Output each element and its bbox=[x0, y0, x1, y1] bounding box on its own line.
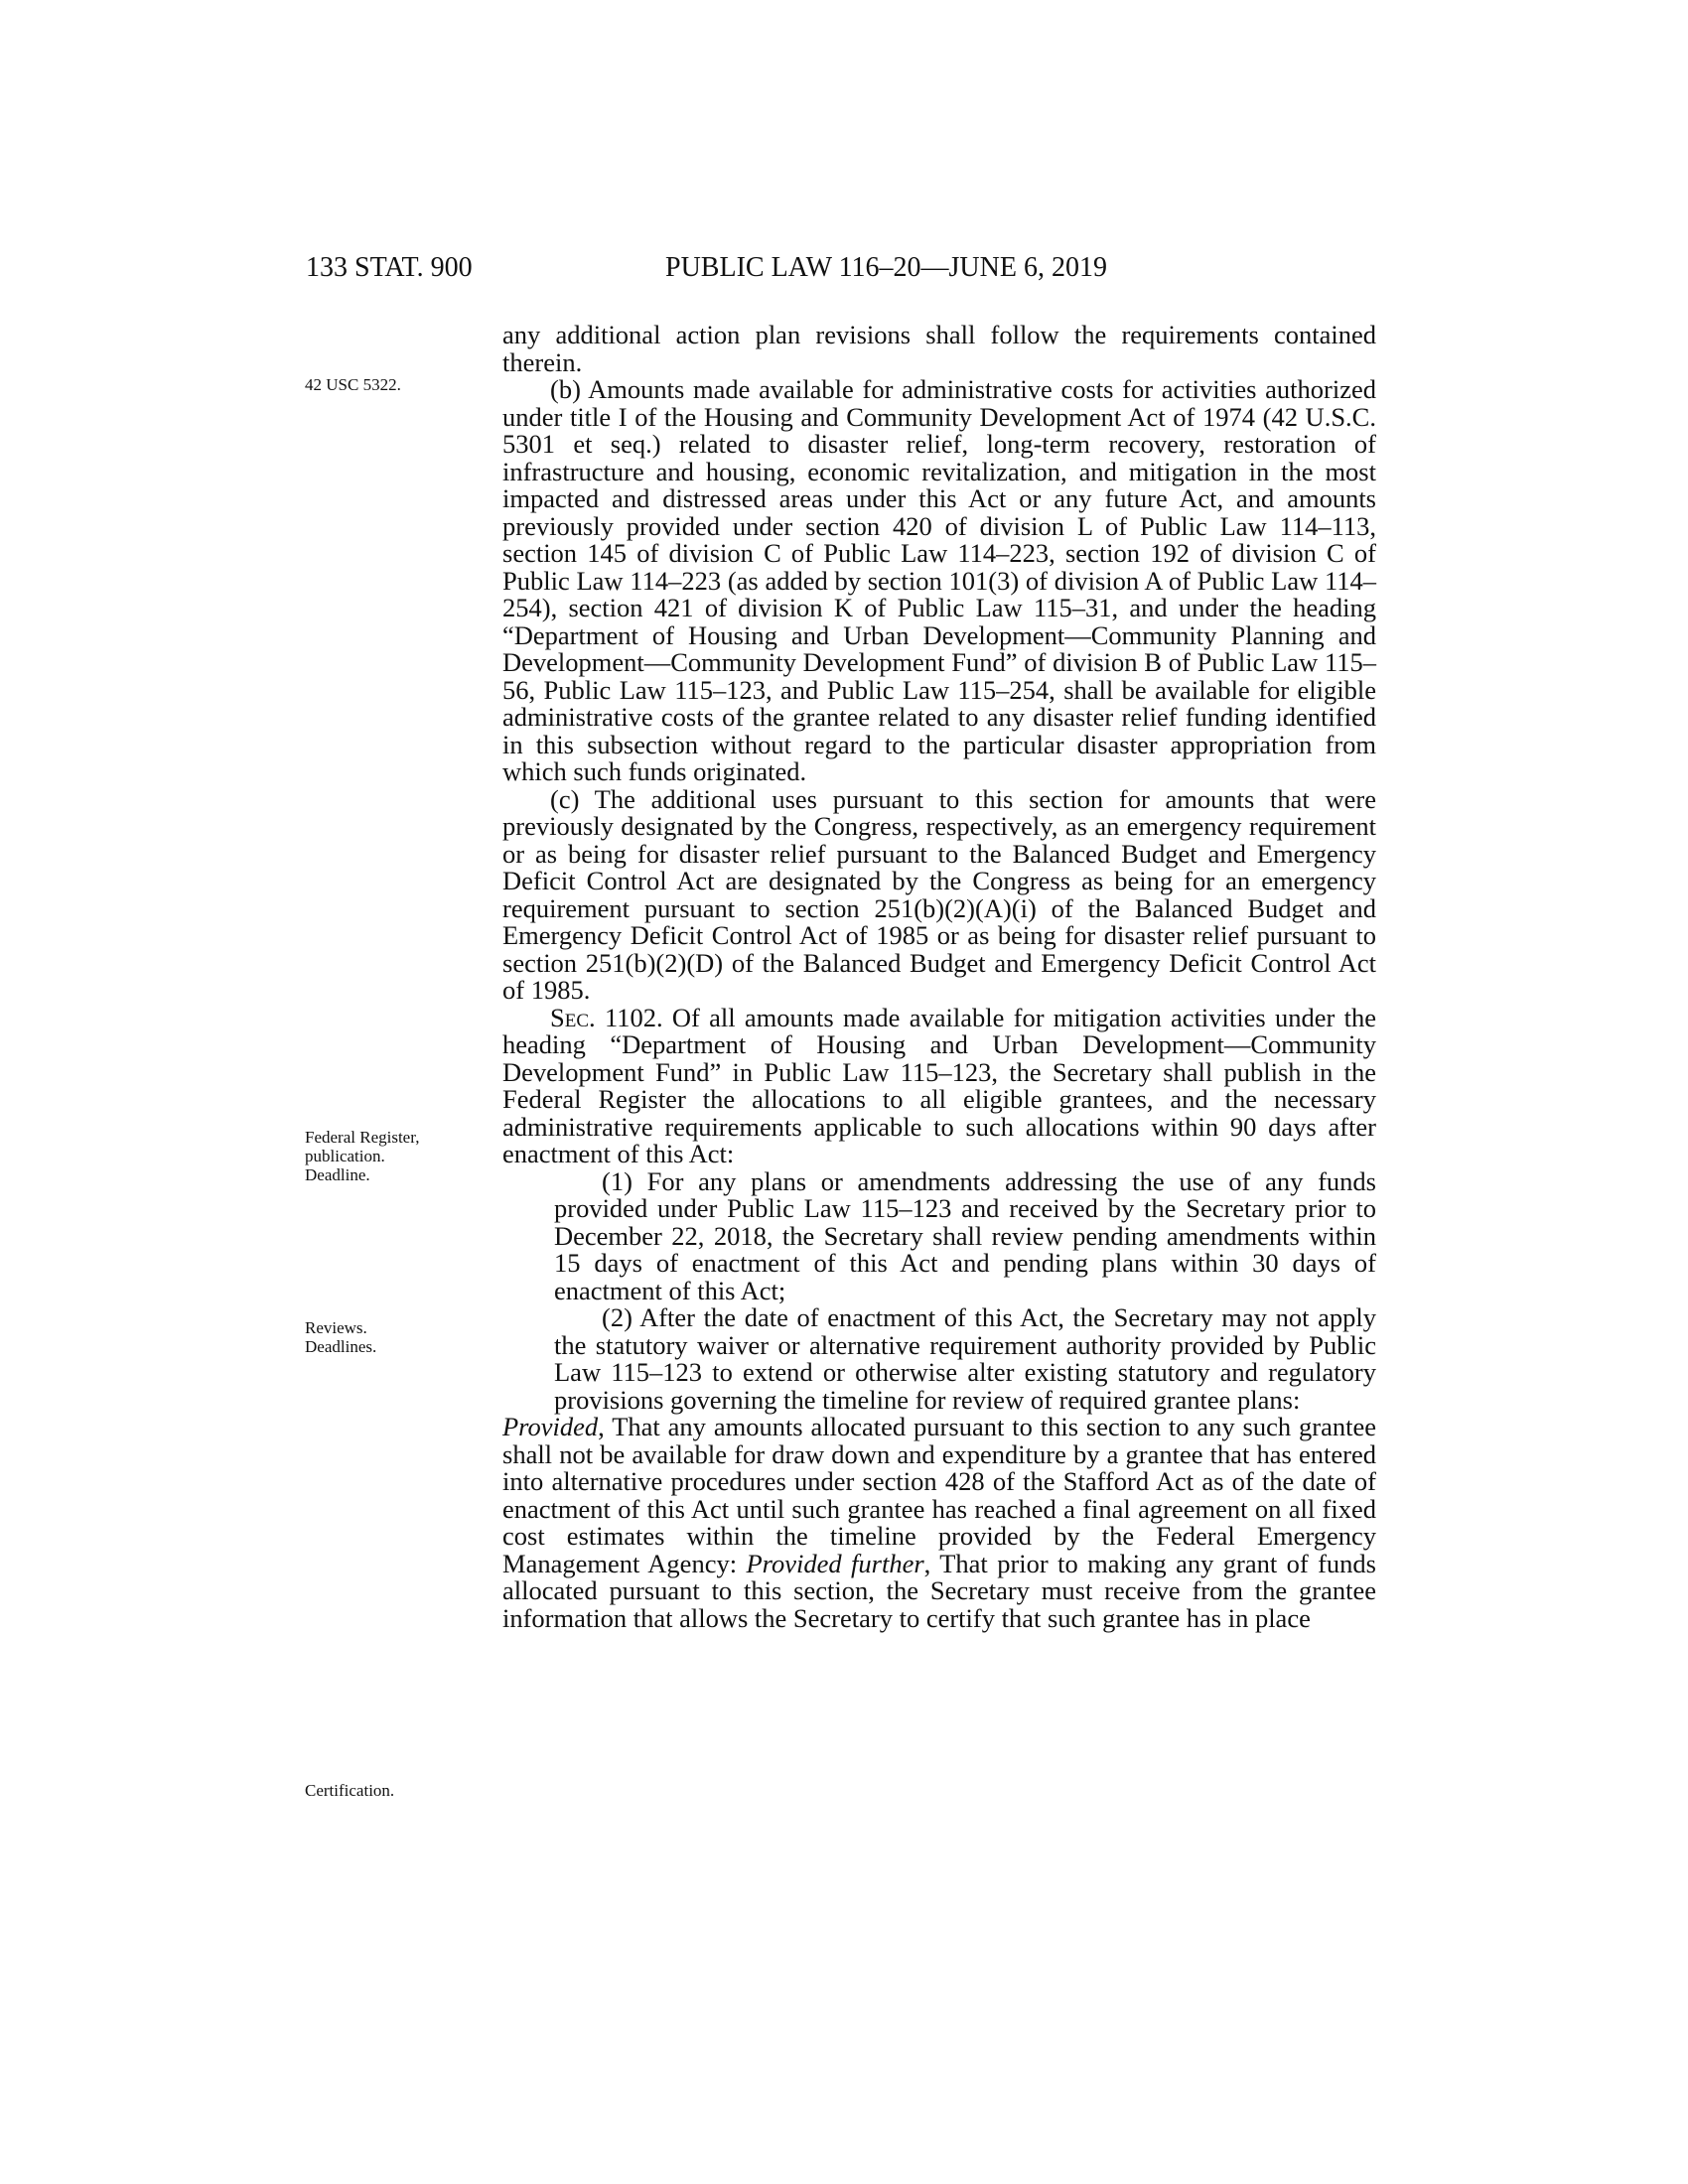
margin-note-line: Certification. bbox=[305, 1781, 395, 1800]
section-1102 bbox=[502, 1002, 1376, 1168]
margin-note-usc bbox=[305, 375, 493, 394]
provided-label: Provided bbox=[502, 1412, 599, 1441]
section-label: Sec. bbox=[550, 1002, 596, 1032]
provided-text: , That any amounts allocated pursuant to this section to any such grantee shall not be available for draw down and expenditure by a grantee that has entered into alternative procedures under section 428 of the Stafford Act as of the date of enactment of this Act until such grantee has reached a final agreement on all fixed cost estimates within the timeline provided by the Federal Emergency Management Agency: bbox=[502, 1412, 1376, 1578]
margin-note-line: Deadlines. bbox=[305, 1337, 377, 1356]
margin-note-federal-register bbox=[305, 1128, 493, 1184]
subsection-c: (c) The additional uses pursuant to this section for amounts that were previously designated by the Congress, respectively, as an emergency requirement or as being for disaster relief pursuant to the Balanced Budget and Emergency Deficit Control Act are designated by the Congress as being for an emergency requirement pursuant to section 251(b)(2)(A)(i) of the Balanced Budget and Emergency Deficit Control Act of 1985 or as being for disaster relief pursuant to section 251(b)(2)(D) of the Balanced Budget and Emergency Deficit Control Act of 1985. bbox=[502, 783, 1376, 1005]
proviso bbox=[502, 1414, 1376, 1632]
subsection-b: (b) Amounts made available for administrative costs for activities authorized under title I of the Housing and Community Development Act of 1974 (42 U.S.C. 5301 et seq.) related to disaster relief, long-term recovery, restoration of infrastructure and housing, economic revitalization, and mitigation in the most impacted and distressed areas under this Act or any future Act, and amounts previously provided under section 420 of division L of Public Law 114–113, section 145 of division C of Public Law 114–223, section 192 of division C of Public Law 114–223 (as added by section 101(3) of division A of Public Law 114–254), section 421 of division K of Public Law 115–31, and under the heading “Department of Housing and Urban Development—Community Planning and Development—Community Development Fund” of division B of Public Law 115–56, Public Law 115–123, and Public Law 115–254, shall be available for eligible administrative costs of the grantee related to any disaster relief funding identified in this subsection without regard to the particular disaster appropriation from which such funds originated. bbox=[502, 374, 1376, 786]
margin-note-line: Reviews. bbox=[305, 1318, 367, 1337]
margin-note-reviews bbox=[305, 1318, 493, 1356]
continued-paragraph: any additional action plan revisions shall follow the requirements contained therein. bbox=[502, 320, 1376, 377]
margin-note-line: Deadline. bbox=[305, 1165, 370, 1184]
paragraph-2: (2) After the date of enactment of this Act, the Secretary may not apply the statutory waiver or alternative requirement authority provided by Public Law 115–123 to extend or otherwise alter existing statutory and regulatory provisions governing the timeline for review of required grantee plans: bbox=[554, 1302, 1376, 1415]
margin-note-line: publication. bbox=[305, 1147, 385, 1165]
statute-body bbox=[502, 322, 1376, 1632]
margin-note-certification bbox=[305, 1781, 493, 1800]
statute-page-number: 133 STAT. 900 bbox=[306, 252, 473, 283]
margin-note-usc-text: 42 USC 5322. bbox=[305, 375, 401, 394]
running-title: PUBLIC LAW 116–20—JUNE 6, 2019 bbox=[665, 252, 1107, 283]
provided-further-text: , That prior to making any grant of funds allocated pursuant to this section, the Secretary must receive from the grantee information that allows the Secretary to certify that such grantee has in place bbox=[502, 1548, 1376, 1633]
provided-further-label: Provided further bbox=[746, 1548, 924, 1578]
margin-note-line: Federal Register, bbox=[305, 1128, 420, 1147]
section-1102-text: 1102. Of all amounts made available for mitigation activities under the heading “Department of Housing and Urban Development—Community Development Fund” in Public Law 115–123, the Secretary shall publish in the Federal Register the allocations to all eligible grantees, and the necessary administrative requirements applicable to such allocations within 90 days after enactment of this Act: bbox=[502, 1002, 1376, 1168]
page-header bbox=[306, 248, 1209, 288]
paragraph-1: (1) For any plans or amendments addressing the use of any funds provided under Public Law 115–123 and received by the Secretary prior to December 22, 2018, the Secretary shall review pending amendments within 15 days of enactment of this Act and pending plans within 30 days of enactment of this Act; bbox=[554, 1165, 1376, 1305]
